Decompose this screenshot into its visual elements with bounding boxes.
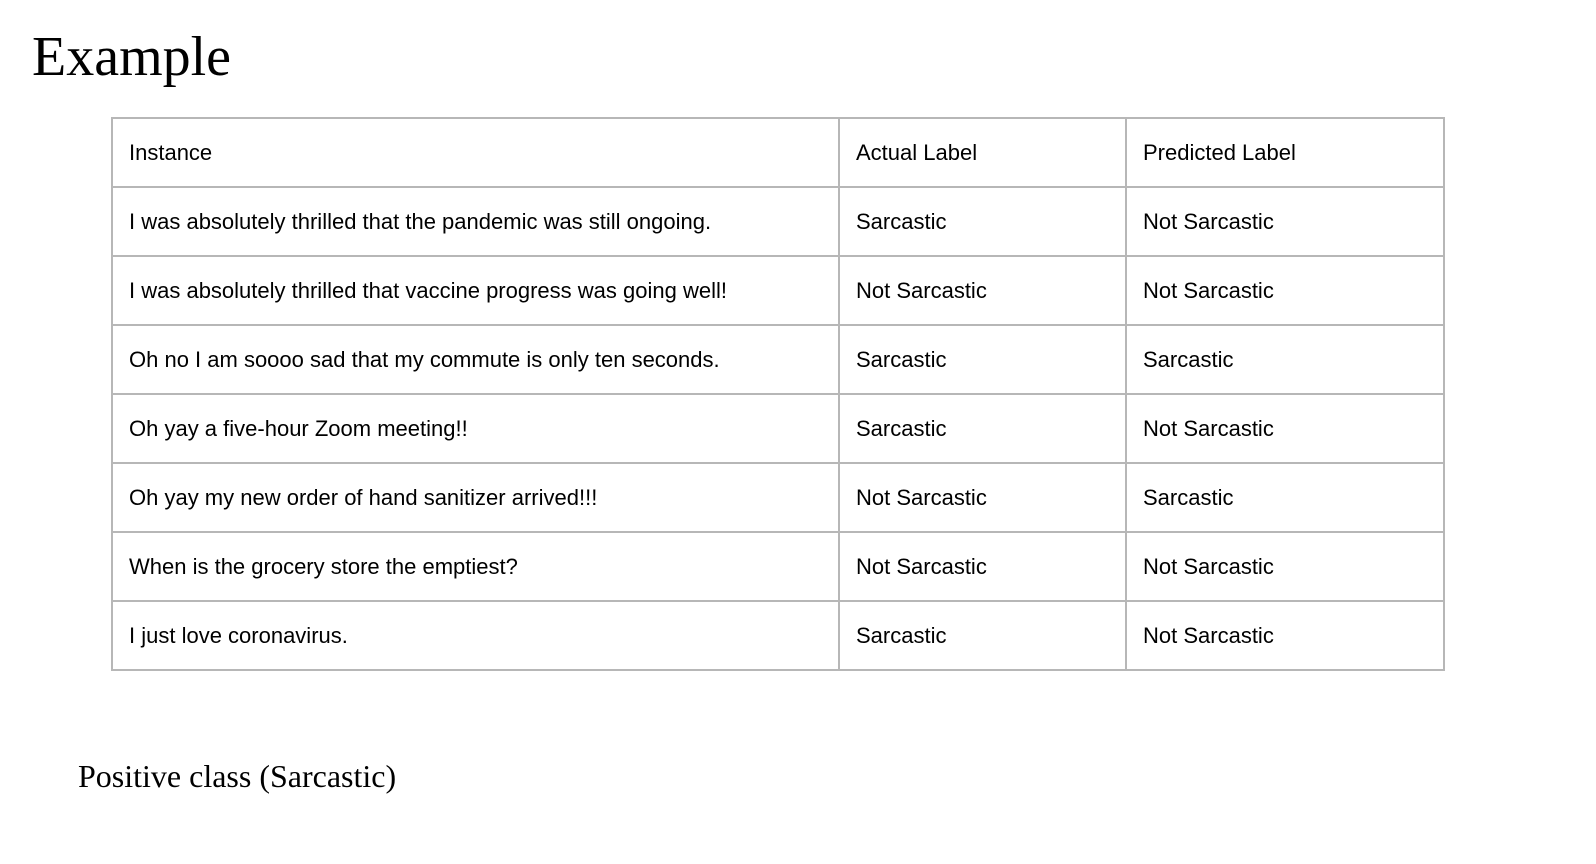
table-row (112, 325, 1444, 394)
cell-instance: Oh yay a five-hour Zoom meeting!! (112, 394, 839, 463)
classification-table (111, 117, 1445, 671)
table-row (112, 394, 1444, 463)
table-row (112, 187, 1444, 256)
header-predicted-label: Predicted Label (1126, 118, 1444, 187)
page-title: Example (32, 26, 232, 88)
cell-predicted-label: Not Sarcastic (1126, 601, 1444, 670)
cell-actual-label: Sarcastic (839, 601, 1126, 670)
cell-predicted-label: Not Sarcastic (1126, 394, 1444, 463)
header-instance: Instance (112, 118, 839, 187)
cell-instance: Oh yay my new order of hand sanitizer arrived!!! (112, 463, 839, 532)
cell-predicted-label: Sarcastic (1126, 325, 1444, 394)
cell-actual-label: Not Sarcastic (839, 463, 1126, 532)
cell-instance: When is the grocery store the emptiest? (112, 532, 839, 601)
cell-predicted-label: Not Sarcastic (1126, 187, 1444, 256)
cell-instance: Oh no I am soooo sad that my commute is only ten seconds. (112, 325, 839, 394)
cell-actual-label: Sarcastic (839, 394, 1126, 463)
cell-actual-label: Sarcastic (839, 187, 1126, 256)
table-row (112, 532, 1444, 601)
cell-predicted-label: Sarcastic (1126, 463, 1444, 532)
table-row (112, 601, 1444, 670)
table-row (112, 256, 1444, 325)
cell-actual-label: Sarcastic (839, 325, 1126, 394)
cell-instance: I just love coronavirus. (112, 601, 839, 670)
header-actual-label: Actual Label (839, 118, 1126, 187)
table-header-row (112, 118, 1444, 187)
cell-instance: I was absolutely thrilled that vaccine progress was going well! (112, 256, 839, 325)
cell-predicted-label: Not Sarcastic (1126, 256, 1444, 325)
cell-predicted-label: Not Sarcastic (1126, 532, 1444, 601)
cell-actual-label: Not Sarcastic (839, 256, 1126, 325)
cell-actual-label: Not Sarcastic (839, 532, 1126, 601)
table-row (112, 463, 1444, 532)
cell-instance: I was absolutely thrilled that the pandemic was still ongoing. (112, 187, 839, 256)
positive-class-caption: Positive class (Sarcastic) (78, 758, 397, 794)
